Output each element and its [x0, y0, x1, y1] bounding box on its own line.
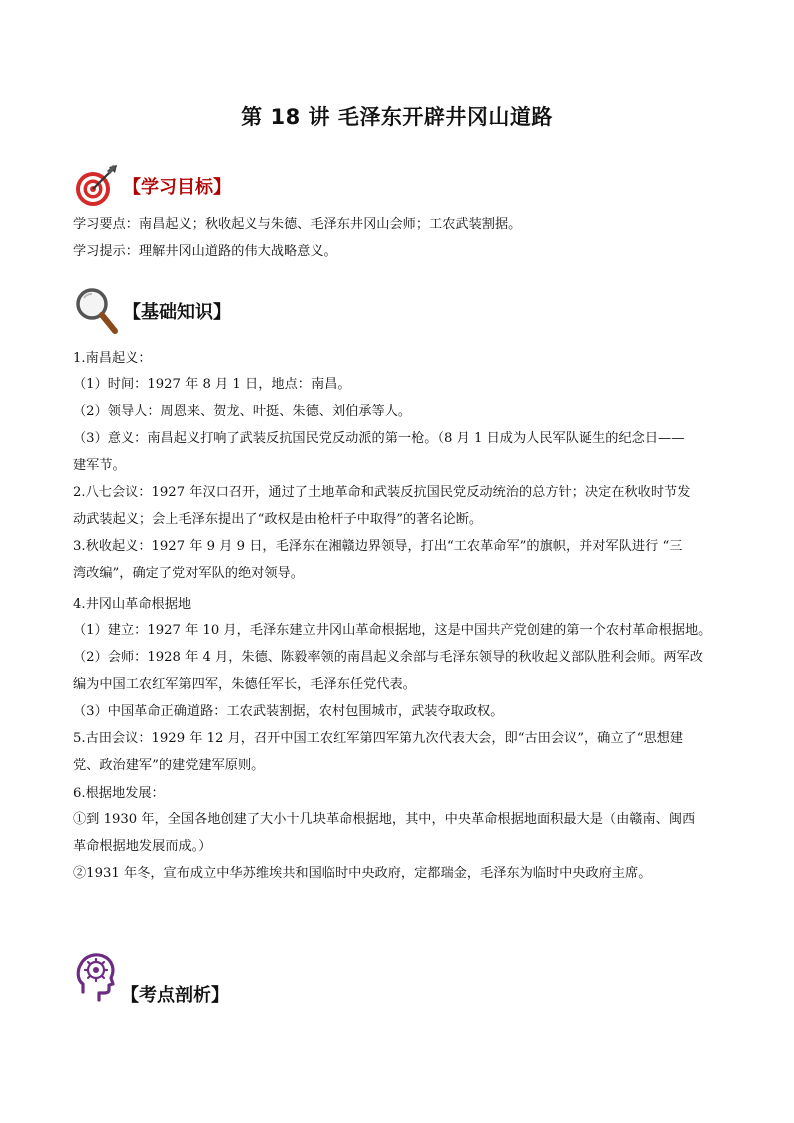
basics-line: 革命根据地发展而成。）: [73, 839, 212, 854]
basics-line: 编为中国工农红军第四军，朱德任军长，毛泽东任党代表。: [73, 677, 416, 692]
basics-line: 动武装起义；会上毛泽东提出了“政权是由枪杆子中取得”的著名论断。: [73, 512, 483, 527]
goals-heading: 【学习目标】: [123, 177, 231, 198]
basics-line: （3）中国革命正确道路：工农武装割据，农村包围城市，武装夺取政权。: [73, 704, 504, 719]
basics-line: ②1931 年冬，宣布成立中华苏维埃共和国临时中央政府，定都瑞金，毛泽东为临时中央政府主席。: [73, 866, 652, 881]
basics-heading: 【基础知识】: [123, 302, 231, 323]
basics-line: 1.南昌起义：: [73, 351, 152, 366]
basics-line: 2.八七会议：1927 年汉口召开，通过了土地革命和武装反抗国民党反动统治的总方针；决定在秋收时节发: [73, 485, 691, 500]
basics-line: 建军节。: [73, 458, 126, 473]
basics-line: （3）意义：南昌起义打响了武装反抗国民党反动派的第一枪。（8 月 1 日成为人民军队诞生的纪念日——: [73, 431, 685, 446]
basics-line: （1）建立：1927 年 10 月，毛泽东建立井冈山革命根据地，这是中国共产党创建的第一个农村革命根据地。: [73, 623, 712, 638]
basics-line: 湾改编”，确定了党对军队的绝对领导。: [73, 566, 304, 581]
analysis-heading: 【考点剖析】: [121, 985, 229, 1006]
goals-line: 学习要点：南昌起义；秋收起义与朱德、毛泽东井冈山会师；工农武装割据。: [73, 217, 522, 232]
basics-line: 3.秋收起义：1927 年 9 月 9 日，毛泽东在湘赣边界领导，打出“工农革命军”的旗帜，并对军队进行 “三: [73, 539, 683, 554]
basics-section-header: [73, 285, 231, 337]
basics-line: 4.井冈山革命根据地: [73, 597, 192, 612]
goals-line: 学习提示：理解井冈山道路的伟大战略意义。: [73, 244, 337, 259]
basics-line: （2）领导人：周恩来、贺龙、叶挺、朱德、刘伯承等人。: [73, 404, 412, 419]
magnifier-icon: [73, 285, 121, 337]
basics-line: 6.根据地发展：: [73, 786, 165, 801]
brain-head-icon: [75, 950, 119, 1004]
basics-line: 5.古田会议：1929 年 12 月，召开中国工农红军第四军第九次代表大会，即“古田会议”，确立了“思想建: [73, 731, 684, 746]
analysis-section-header: [75, 950, 229, 1004]
page-title: 第 18 讲 毛泽东开辟井冈山道路: [241, 105, 553, 129]
target-dart-icon: [73, 163, 119, 209]
goals-section-header: [73, 163, 231, 209]
basics-line: ①到 1930 年，全国各地创建了大小十几块革命根据地，其中，中央革命根据地面积最大是（由赣南、闽西: [73, 812, 696, 827]
basics-line: （1）时间：1927 年 8 月 1 日，地点：南昌。: [73, 377, 351, 392]
basics-line: （2）会师：1928 年 4 月，朱德、陈毅率领的南昌起义余部与毛泽东领导的秋收起义部队胜利会师。两军改: [73, 650, 703, 665]
basics-line: 党、政治建军”的建党建军原则。: [73, 758, 265, 773]
